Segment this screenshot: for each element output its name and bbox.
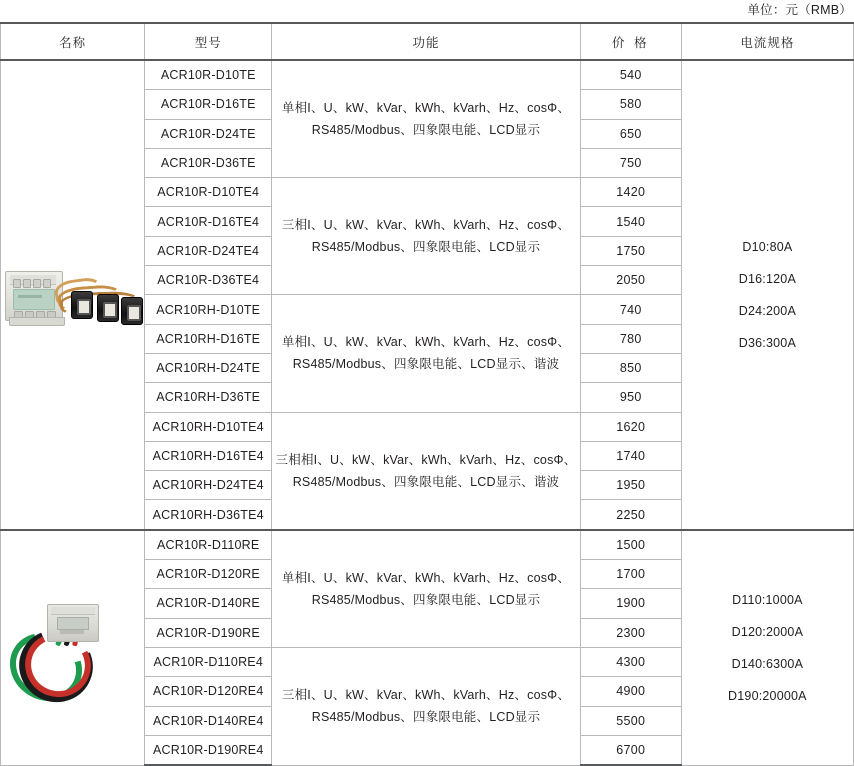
- price-cell: 6700: [580, 735, 681, 765]
- product-image-cell-2: [1, 530, 145, 765]
- price-cell: 5500: [580, 706, 681, 735]
- model-cell: ACR10R-D110RE4: [145, 647, 272, 676]
- model-cell: ACR10RH-D10TE: [145, 295, 272, 324]
- spec-line: D140:6300A: [731, 656, 804, 671]
- price-cell: 1740: [580, 441, 681, 470]
- spec-line: D24:200A: [738, 303, 796, 318]
- function-cell: [272, 647, 580, 765]
- function-cell: [272, 178, 580, 295]
- spec-line: D110:1000A: [732, 592, 803, 607]
- price-cell: 950: [580, 383, 681, 412]
- model-cell: ACR10R-D120RE4: [145, 677, 272, 706]
- function-line: 三相相I、U、kW、kVar、kWh、kVarh、Hz、cosΦ、: [275, 452, 577, 467]
- model-cell: ACR10R-D140RE4: [145, 706, 272, 735]
- model-cell: ACR10RH-D10TE4: [145, 412, 272, 441]
- function-line: RS485/Modbus、四象限电能、LCD显示: [311, 592, 541, 607]
- model-cell: ACR10RH-D36TE: [145, 383, 272, 412]
- function-cell: [272, 60, 580, 178]
- price-cell: 740: [580, 295, 681, 324]
- model-cell: ACR10R-D190RE4: [145, 735, 272, 765]
- rogowski-coil-meter-icon: [3, 600, 143, 696]
- model-cell: ACR10R-D16TE4: [145, 207, 272, 236]
- price-cell: 1620: [580, 412, 681, 441]
- model-cell: ACR10R-D36TE: [145, 148, 272, 177]
- price-cell: 580: [580, 90, 681, 119]
- price-cell: 1900: [580, 589, 681, 618]
- model-cell: ACR10RH-D24TE: [145, 353, 272, 382]
- unit-note: 单位：元（RMB）: [747, 3, 852, 17]
- model-cell: ACR10R-D16TE: [145, 90, 272, 119]
- spec-line: D16:120A: [738, 271, 796, 286]
- function-line: 单相I、U、kW、kVar、kWh、kVarh、Hz、cosΦ、: [281, 570, 571, 585]
- price-table: [0, 22, 854, 766]
- function-line: RS485/Modbus、四象限电能、LCD显示、谐波: [292, 474, 560, 489]
- model-cell: ACR10R-D24TE: [145, 119, 272, 148]
- header-model: 型号: [145, 23, 272, 60]
- current-spec-cell-1: [681, 60, 853, 530]
- model-cell: ACR10R-D120RE: [145, 560, 272, 589]
- din-rail-meter-icon: [3, 259, 143, 331]
- table-header-row: [1, 23, 854, 60]
- price-cell: 1950: [580, 471, 681, 500]
- table-row: [1, 530, 854, 560]
- model-cell: ACR10R-D190RE: [145, 618, 272, 647]
- function-line: 单相I、U、kW、kVar、kWh、kVarh、Hz、cosΦ、: [281, 335, 571, 350]
- model-cell: ACR10R-D36TE4: [145, 266, 272, 295]
- spec-line: D120:2000A: [731, 624, 804, 639]
- model-cell: ACR10R-D140RE: [145, 589, 272, 618]
- price-cell: 4300: [580, 647, 681, 676]
- price-cell: 850: [580, 353, 681, 382]
- price-cell: 2050: [580, 266, 681, 295]
- price-cell: 650: [580, 119, 681, 148]
- function-line: 三相I、U、kW、kVar、kWh、kVarh、Hz、cosΦ、: [281, 218, 571, 233]
- price-cell: 4900: [580, 677, 681, 706]
- function-line: RS485/Modbus、四象限电能、LCD显示: [311, 240, 541, 255]
- function-cell: [272, 295, 580, 412]
- header-function: 功能: [272, 23, 580, 60]
- price-cell: 750: [580, 148, 681, 177]
- function-line: 单相I、U、kW、kVar、kWh、kVarh、Hz、cosΦ、: [281, 101, 571, 116]
- function-cell: [272, 530, 580, 648]
- spec-line: D10:80A: [742, 239, 793, 254]
- price-cell: 780: [580, 324, 681, 353]
- price-cell: 1500: [580, 530, 681, 560]
- model-cell: ACR10R-D10TE: [145, 60, 272, 90]
- function-line: RS485/Modbus、四象限电能、LCD显示: [311, 123, 541, 138]
- function-line: RS485/Modbus、四象限电能、LCD显示: [311, 710, 541, 725]
- product-image-cell-1: [1, 60, 145, 530]
- spec-line: D190:20000A: [728, 688, 807, 703]
- function-cell: [272, 412, 580, 530]
- price-cell: 2300: [580, 618, 681, 647]
- price-cell: 2250: [580, 500, 681, 530]
- price-cell: 1700: [580, 560, 681, 589]
- function-line: RS485/Modbus、四象限电能、LCD显示、谐波: [292, 357, 560, 372]
- model-cell: ACR10RH-D36TE4: [145, 500, 272, 530]
- price-cell: 1540: [580, 207, 681, 236]
- spec-line: D36:300A: [738, 335, 796, 350]
- model-cell: ACR10RH-D16TE4: [145, 441, 272, 470]
- model-cell: ACR10R-D110RE: [145, 530, 272, 560]
- header-name: 名称: [1, 23, 145, 60]
- model-cell: ACR10R-D10TE4: [145, 178, 272, 207]
- price-cell: 540: [580, 60, 681, 90]
- model-cell: ACR10R-D24TE4: [145, 236, 272, 265]
- header-current-spec: 电流规格: [681, 23, 853, 60]
- table-row: [1, 60, 854, 90]
- price-cell: 1420: [580, 178, 681, 207]
- price-cell: 1750: [580, 236, 681, 265]
- current-spec-cell-2: [681, 530, 853, 765]
- model-cell: ACR10RH-D24TE4: [145, 471, 272, 500]
- model-cell: ACR10RH-D16TE: [145, 324, 272, 353]
- header-price: 价 格: [580, 23, 681, 60]
- function-line: 三相I、U、kW、kVar、kWh、kVarh、Hz、cosΦ、: [281, 688, 571, 703]
